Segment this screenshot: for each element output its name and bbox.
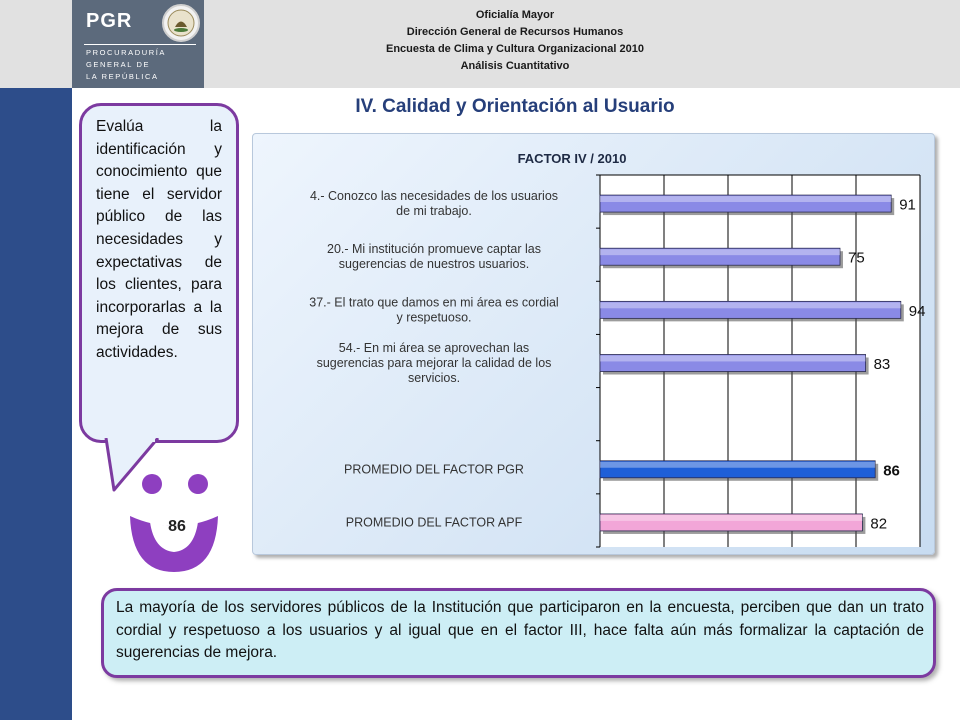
factor-bar-chart [252, 133, 935, 555]
header-text [320, 7, 710, 75]
category-label: 4.- Conozco las necesidades de los usuarios de mi trabajo. [309, 189, 559, 219]
category-label: 20.- Mi institución promueve captar las sugerencias de nuestros usuarios. [327, 242, 541, 272]
conclusion-text: La mayoría de los servidores públicos de la Institución que participaron en la encuesta, perciben que dan un trato cordial y respetuoso a los usuarios y al igual que en el factor III, hace falta aún más formalizar la captación de sugerencias de mejora. [116, 599, 924, 661]
left-accent-bar [0, 88, 72, 720]
logo-line-3: LA REPÚBLICA [86, 72, 159, 81]
bar-value-label: 94 [908, 302, 926, 320]
description-text: Evalúa la identificación y conocimiento que tiene el servidor público de las necesidades y expectativas de los clientes, para incorporarlas a la mejora de sus actividades. [96, 118, 222, 361]
category-label: PROMEDIO DEL FACTOR PGR [344, 462, 524, 477]
category-label: 54.- En mi área se aprovechan las sugerencias para mejorar la calidad de los servicios. [316, 341, 552, 385]
bar-value-label: 86 [883, 462, 900, 480]
bar-value-label: 75 [848, 249, 865, 267]
category-label: PROMEDIO DEL FACTOR APF [345, 515, 523, 530]
bar-highlight [600, 196, 891, 202]
factor-score: 86 [168, 518, 186, 535]
bar-value-label: 91 [899, 196, 916, 214]
logo-line-1: PROCURADURÍA [86, 48, 167, 57]
category-label: 37.- El trato que damos en mi área es cordial y respetuoso. [309, 295, 559, 325]
bar-highlight [600, 302, 901, 308]
pgr-logo [72, 0, 204, 88]
header-line-analysis: Análisis Cuantitativo [460, 60, 570, 72]
page-title: IV. Calidad y Orientación al Usuario [355, 96, 675, 117]
bar-highlight [600, 249, 840, 255]
bar-value-label: 83 [873, 356, 891, 373]
chart-title: FACTOR IV / 2010 [517, 151, 627, 166]
bar-highlight [600, 515, 862, 521]
logo-text: PGR [86, 10, 133, 32]
logo-line-2: GENERAL DE [86, 60, 151, 69]
bar-highlight [600, 355, 866, 361]
bar-value-label: 82 [870, 515, 888, 533]
header-line-office: Oficialía Mayor [475, 9, 555, 21]
header-line-survey: Encuesta de Clima y Cultura Organizacional 2010 [386, 43, 644, 55]
national-seal-icon [162, 4, 200, 42]
bar-highlight [600, 462, 875, 468]
logo-divider [84, 44, 196, 45]
header-line-direction: Dirección General de Recursos Humanos [406, 26, 624, 38]
